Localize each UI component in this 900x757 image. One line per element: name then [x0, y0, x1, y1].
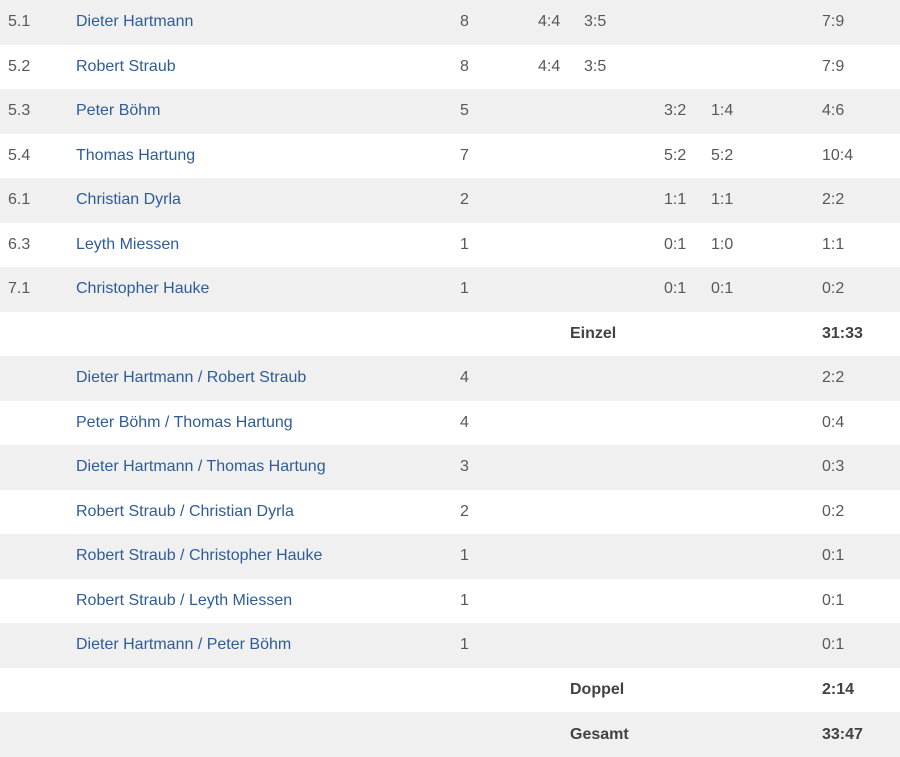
- table-row: [0, 223, 900, 268]
- total-cell: 2:2: [822, 369, 845, 387]
- result-cell: 1:1: [711, 191, 734, 209]
- rank-cell: 5.3: [8, 102, 31, 120]
- table-row: [0, 623, 900, 668]
- summary-row-einzel: [0, 312, 900, 357]
- result-cell: 5:2: [711, 146, 734, 164]
- result-cell: 3:2: [664, 102, 687, 120]
- table-row: [0, 445, 900, 490]
- rank-cell: 6.1: [8, 191, 31, 209]
- player-link[interactable]: Robert Straub: [76, 57, 176, 75]
- result-cell: 0:1: [664, 280, 687, 298]
- matches-cell: 1: [460, 591, 469, 609]
- pair-link[interactable]: Robert Straub / Leyth Miessen: [76, 591, 293, 609]
- total-cell: 0:2: [822, 502, 845, 520]
- rank-cell: 5.4: [8, 146, 31, 164]
- pair-link[interactable]: Robert Straub / Christopher Hauke: [76, 547, 323, 565]
- table-row: [0, 89, 900, 134]
- result-cell: 4:4: [538, 13, 561, 31]
- total-cell: 2:2: [822, 191, 845, 209]
- section-total: 2:14: [822, 680, 855, 698]
- total-cell: 0:4: [822, 413, 845, 431]
- total-cell: 0:3: [822, 458, 845, 476]
- result-cell: 0:1: [711, 280, 734, 298]
- matches-cell: 1: [460, 547, 469, 565]
- pair-link[interactable]: Peter Böhm / Thomas Hartung: [76, 413, 293, 431]
- section-label: Einzel: [570, 324, 617, 342]
- table-row: [0, 267, 900, 312]
- matches-cell: 4: [460, 369, 469, 387]
- total-cell: 0:2: [822, 280, 845, 298]
- result-cell: 3:5: [584, 13, 607, 31]
- matches-cell: 2: [460, 191, 469, 209]
- summary-row-doppel: [0, 668, 900, 713]
- table-row: [0, 0, 900, 45]
- section-label: Gesamt: [570, 725, 629, 743]
- pair-link[interactable]: Robert Straub / Christian Dyrla: [76, 502, 294, 520]
- total-cell: 0:1: [822, 591, 845, 609]
- rank-cell: 7.1: [8, 280, 31, 298]
- section-total: 31:33: [822, 324, 863, 342]
- player-link[interactable]: Christian Dyrla: [76, 191, 181, 209]
- table-row: [0, 45, 900, 90]
- player-link[interactable]: Dieter Hartmann: [76, 13, 194, 31]
- player-link[interactable]: Christopher Hauke: [76, 280, 210, 298]
- pair-link[interactable]: Dieter Hartmann / Peter Böhm: [76, 636, 292, 654]
- matches-cell: 8: [460, 57, 469, 75]
- result-cell: 4:4: [538, 57, 561, 75]
- pair-link[interactable]: Dieter Hartmann / Robert Straub: [76, 369, 307, 387]
- total-cell: 1:1: [822, 235, 845, 253]
- matches-cell: 4: [460, 413, 469, 431]
- result-cell: 1:0: [711, 235, 734, 253]
- section-total: 33:47: [822, 725, 863, 743]
- matches-cell: 1: [460, 280, 469, 298]
- table-row: [0, 579, 900, 624]
- pair-link[interactable]: Dieter Hartmann / Thomas Hartung: [76, 458, 326, 476]
- table-row: [0, 490, 900, 535]
- rank-cell: 5.1: [8, 13, 31, 31]
- matches-cell: 3: [460, 458, 469, 476]
- matches-cell: 2: [460, 502, 469, 520]
- result-cell: 1:4: [711, 102, 734, 120]
- result-cell: 1:1: [664, 191, 687, 209]
- table-row: [0, 534, 900, 579]
- rank-cell: 5.2: [8, 57, 31, 75]
- matches-cell: 8: [460, 13, 469, 31]
- matches-cell: 5: [460, 102, 469, 120]
- total-cell: 7:9: [822, 13, 845, 31]
- player-link[interactable]: Thomas Hartung: [76, 146, 196, 164]
- total-cell: 0:1: [822, 636, 845, 654]
- table-row: [0, 134, 900, 179]
- matches-cell: 7: [460, 146, 469, 164]
- player-link[interactable]: Peter Böhm: [76, 102, 161, 120]
- section-label: Doppel: [570, 680, 625, 698]
- result-cell: 5:2: [664, 146, 687, 164]
- total-cell: 0:1: [822, 547, 845, 565]
- total-cell: 7:9: [822, 57, 845, 75]
- table-row: [0, 178, 900, 223]
- total-cell: 4:6: [822, 102, 845, 120]
- total-cell: 10:4: [822, 146, 854, 164]
- result-cell: 3:5: [584, 57, 607, 75]
- matches-cell: 1: [460, 235, 469, 253]
- table-row: [0, 356, 900, 401]
- result-cell: 0:1: [664, 235, 687, 253]
- matches-cell: 1: [460, 636, 469, 654]
- player-link[interactable]: Leyth Miessen: [76, 235, 180, 253]
- summary-row-gesamt: [0, 712, 900, 757]
- table-row: [0, 401, 900, 446]
- rank-cell: 6.3: [8, 235, 31, 253]
